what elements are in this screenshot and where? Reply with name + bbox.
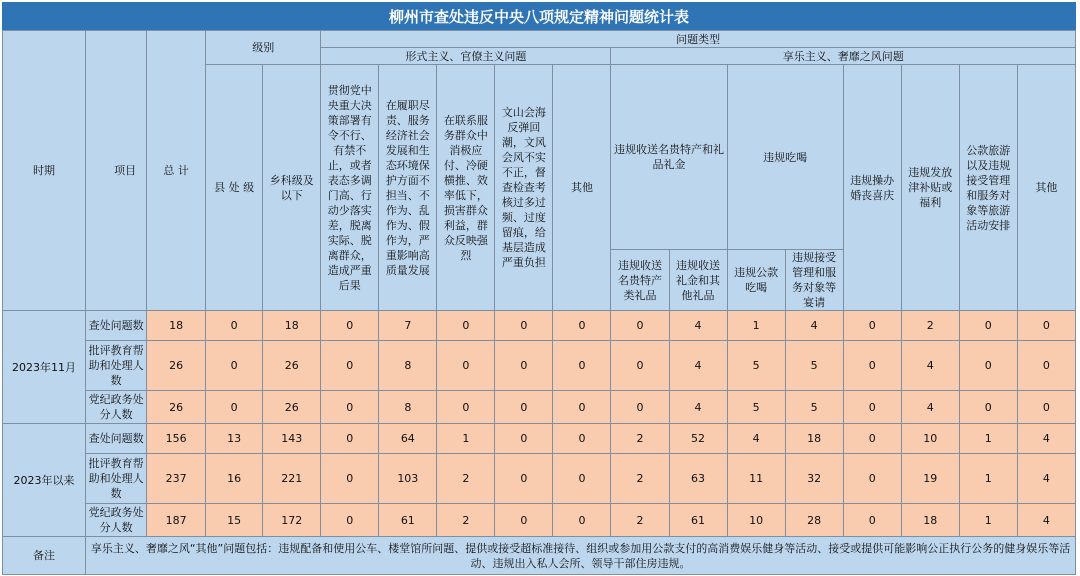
value-cell: 0: [843, 454, 901, 504]
table-title: 柳州市查处违反中央八项规定精神问题统计表: [2, 2, 1076, 30]
value-cell: 18: [263, 311, 321, 341]
value-cell: 0: [843, 424, 901, 454]
header-eat-group: 违规吃喝: [727, 65, 843, 250]
value-cell: 28: [785, 504, 843, 537]
header-eat-public: 违规公款吃喝: [727, 250, 785, 311]
value-cell: 0: [611, 341, 669, 391]
header-eat-banquet: 违规接受管理和服务对象等宴请: [785, 250, 843, 311]
value-cell: 237: [147, 454, 206, 504]
value-cell: 4: [901, 341, 959, 391]
value-cell: 0: [1017, 391, 1075, 424]
value-cell: 4: [1017, 454, 1075, 504]
header-period: 时期: [3, 31, 86, 311]
table-row: [3, 504, 1076, 537]
value-cell: 4: [669, 311, 727, 341]
header-wedding: 违规操办婚丧喜庆: [843, 65, 901, 311]
header-level: 级别: [206, 31, 321, 65]
value-cell: 64: [379, 424, 437, 454]
value-cell: 0: [553, 504, 611, 537]
header-level-county: 县 处 级: [206, 65, 263, 311]
header-formalism-1: 贯彻党中央重大决策部署有令不行、有禁不止，或者表态多调门高、行动少落实差，脱离实际、脱离群众，造成严重后果: [321, 65, 379, 311]
value-cell: 4: [669, 391, 727, 424]
value-cell: 0: [437, 311, 495, 341]
value-cell: 4: [727, 424, 785, 454]
value-cell: 103: [379, 454, 437, 504]
header-allowance: 违规发放津补贴或福利: [901, 65, 959, 311]
value-cell: 0: [321, 504, 379, 537]
value-cell: 5: [785, 391, 843, 424]
value-cell: 4: [669, 341, 727, 391]
table-row: [3, 424, 1076, 454]
value-cell: 26: [147, 391, 206, 424]
value-cell: 1: [727, 311, 785, 341]
value-cell: 0: [206, 391, 263, 424]
value-cell: 143: [263, 424, 321, 454]
value-cell: 0: [553, 341, 611, 391]
statistics-table: [2, 30, 1076, 575]
value-cell: 172: [263, 504, 321, 537]
header-travel: 公款旅游以及违规接受管理和服务对象等旅游活动安排: [959, 65, 1017, 311]
table-row: [3, 341, 1076, 391]
value-cell: 2: [901, 311, 959, 341]
value-cell: 0: [1017, 341, 1075, 391]
value-cell: 5: [727, 341, 785, 391]
value-cell: 18: [785, 424, 843, 454]
value-cell: 52: [669, 424, 727, 454]
value-cell: 1: [959, 424, 1017, 454]
value-cell: 0: [321, 424, 379, 454]
value-cell: 0: [959, 341, 1017, 391]
value-cell: 0: [959, 311, 1017, 341]
header-level-town: 乡科级及以下: [263, 65, 321, 311]
value-cell: 0: [437, 341, 495, 391]
value-cell: 0: [611, 391, 669, 424]
row-label: 党纪政务处分人数: [86, 391, 147, 424]
value-cell: 26: [263, 341, 321, 391]
value-cell: 5: [727, 391, 785, 424]
header-issue-type: 问题类型: [321, 31, 1076, 48]
header-gift-group: 违规收送名贵特产和礼品礼金: [611, 65, 727, 250]
value-cell: 156: [147, 424, 206, 454]
row-label: 查处问题数: [86, 424, 147, 454]
value-cell: 0: [437, 391, 495, 424]
value-cell: 16: [206, 454, 263, 504]
value-cell: 4: [1017, 424, 1075, 454]
value-cell: 0: [321, 341, 379, 391]
value-cell: 0: [495, 311, 553, 341]
header-gift-cash: 违规收送礼金和其他礼品: [669, 250, 727, 311]
value-cell: 2: [611, 504, 669, 537]
note-text: 享乐主义、奢靡之风“其他”问题包括：违规配备和使用公车、楼堂馆所问题、提供或接受超标准接待、组织或参加用公款支付的高消费娱乐健身等活动、接受或提供可能影响公正执行公务的健身娱乐等活动、违规出入私人会所、领导干部住房违规。: [86, 537, 1076, 575]
header-hedonism-other: 其他: [1017, 65, 1075, 311]
value-cell: 0: [495, 504, 553, 537]
value-cell: 2: [437, 504, 495, 537]
table-row: [3, 391, 1076, 424]
header-formalism-other: 其他: [553, 65, 611, 311]
row-label: 批评教育帮助和处理人数: [86, 454, 147, 504]
value-cell: 19: [901, 454, 959, 504]
value-cell: 7: [379, 311, 437, 341]
header-formalism-group: 形式主义、官僚主义问题: [321, 48, 611, 65]
value-cell: 0: [321, 311, 379, 341]
value-cell: 0: [495, 424, 553, 454]
value-cell: 15: [206, 504, 263, 537]
value-cell: 11: [727, 454, 785, 504]
value-cell: 8: [379, 391, 437, 424]
value-cell: 4: [785, 311, 843, 341]
value-cell: 0: [959, 391, 1017, 424]
value-cell: 4: [901, 391, 959, 424]
value-cell: 10: [727, 504, 785, 537]
header-item: 项目: [86, 31, 147, 311]
value-cell: 0: [206, 311, 263, 341]
value-cell: 0: [553, 311, 611, 341]
value-cell: 8: [379, 341, 437, 391]
value-cell: 4: [1017, 504, 1075, 537]
header-formalism-2: 在履职尽责、服务经济社会发展和生态环境保护方面不担当、不作为、乱作为、假作为，严重影响高质量发展: [379, 65, 437, 311]
row-label: 党纪政务处分人数: [86, 504, 147, 537]
value-cell: 0: [843, 391, 901, 424]
value-cell: 63: [669, 454, 727, 504]
table-row: [3, 311, 1076, 341]
value-cell: 2: [611, 454, 669, 504]
value-cell: 61: [669, 504, 727, 537]
value-cell: 10: [901, 424, 959, 454]
value-cell: 0: [843, 504, 901, 537]
header-formalism-4: 文山会海反弹回潮，文风会风不实不正，督查检查考核过多过频、过度留痕，给基层造成严重负担: [495, 65, 553, 311]
value-cell: 187: [147, 504, 206, 537]
value-cell: 1: [959, 504, 1017, 537]
value-cell: 221: [263, 454, 321, 504]
value-cell: 0: [553, 454, 611, 504]
value-cell: 18: [901, 504, 959, 537]
value-cell: 0: [553, 391, 611, 424]
header-gift-specialty: 违规收送名贵特产类礼品: [611, 250, 669, 311]
value-cell: 1: [437, 424, 495, 454]
value-cell: 2: [437, 454, 495, 504]
value-cell: 26: [147, 341, 206, 391]
value-cell: 0: [495, 454, 553, 504]
note-label: 备注: [3, 537, 86, 575]
value-cell: 13: [206, 424, 263, 454]
period-cell: 2023年11月: [3, 311, 86, 424]
value-cell: 0: [495, 341, 553, 391]
value-cell: 0: [611, 311, 669, 341]
row-label: 查处问题数: [86, 311, 147, 341]
value-cell: 0: [495, 391, 553, 424]
header-total: 总 计: [147, 31, 206, 311]
value-cell: 18: [147, 311, 206, 341]
value-cell: 32: [785, 454, 843, 504]
value-cell: 61: [379, 504, 437, 537]
header-hedonism-group: 享乐主义、奢靡之风问题: [611, 48, 1076, 65]
row-label: 批评教育帮助和处理人数: [86, 341, 147, 391]
value-cell: 0: [321, 454, 379, 504]
value-cell: 0: [206, 341, 263, 391]
value-cell: 0: [843, 341, 901, 391]
period-cell: 2023年以来: [3, 424, 86, 537]
table-row: [3, 454, 1076, 504]
header-formalism-3: 在联系服务群众中消极应付、冷硬横推、效率低下，损害群众利益，群众反映强烈: [437, 65, 495, 311]
value-cell: 26: [263, 391, 321, 424]
value-cell: 0: [843, 311, 901, 341]
value-cell: 5: [785, 341, 843, 391]
value-cell: 2: [611, 424, 669, 454]
value-cell: 0: [321, 391, 379, 424]
value-cell: 1: [959, 454, 1017, 504]
value-cell: 0: [1017, 311, 1075, 341]
value-cell: 0: [553, 424, 611, 454]
